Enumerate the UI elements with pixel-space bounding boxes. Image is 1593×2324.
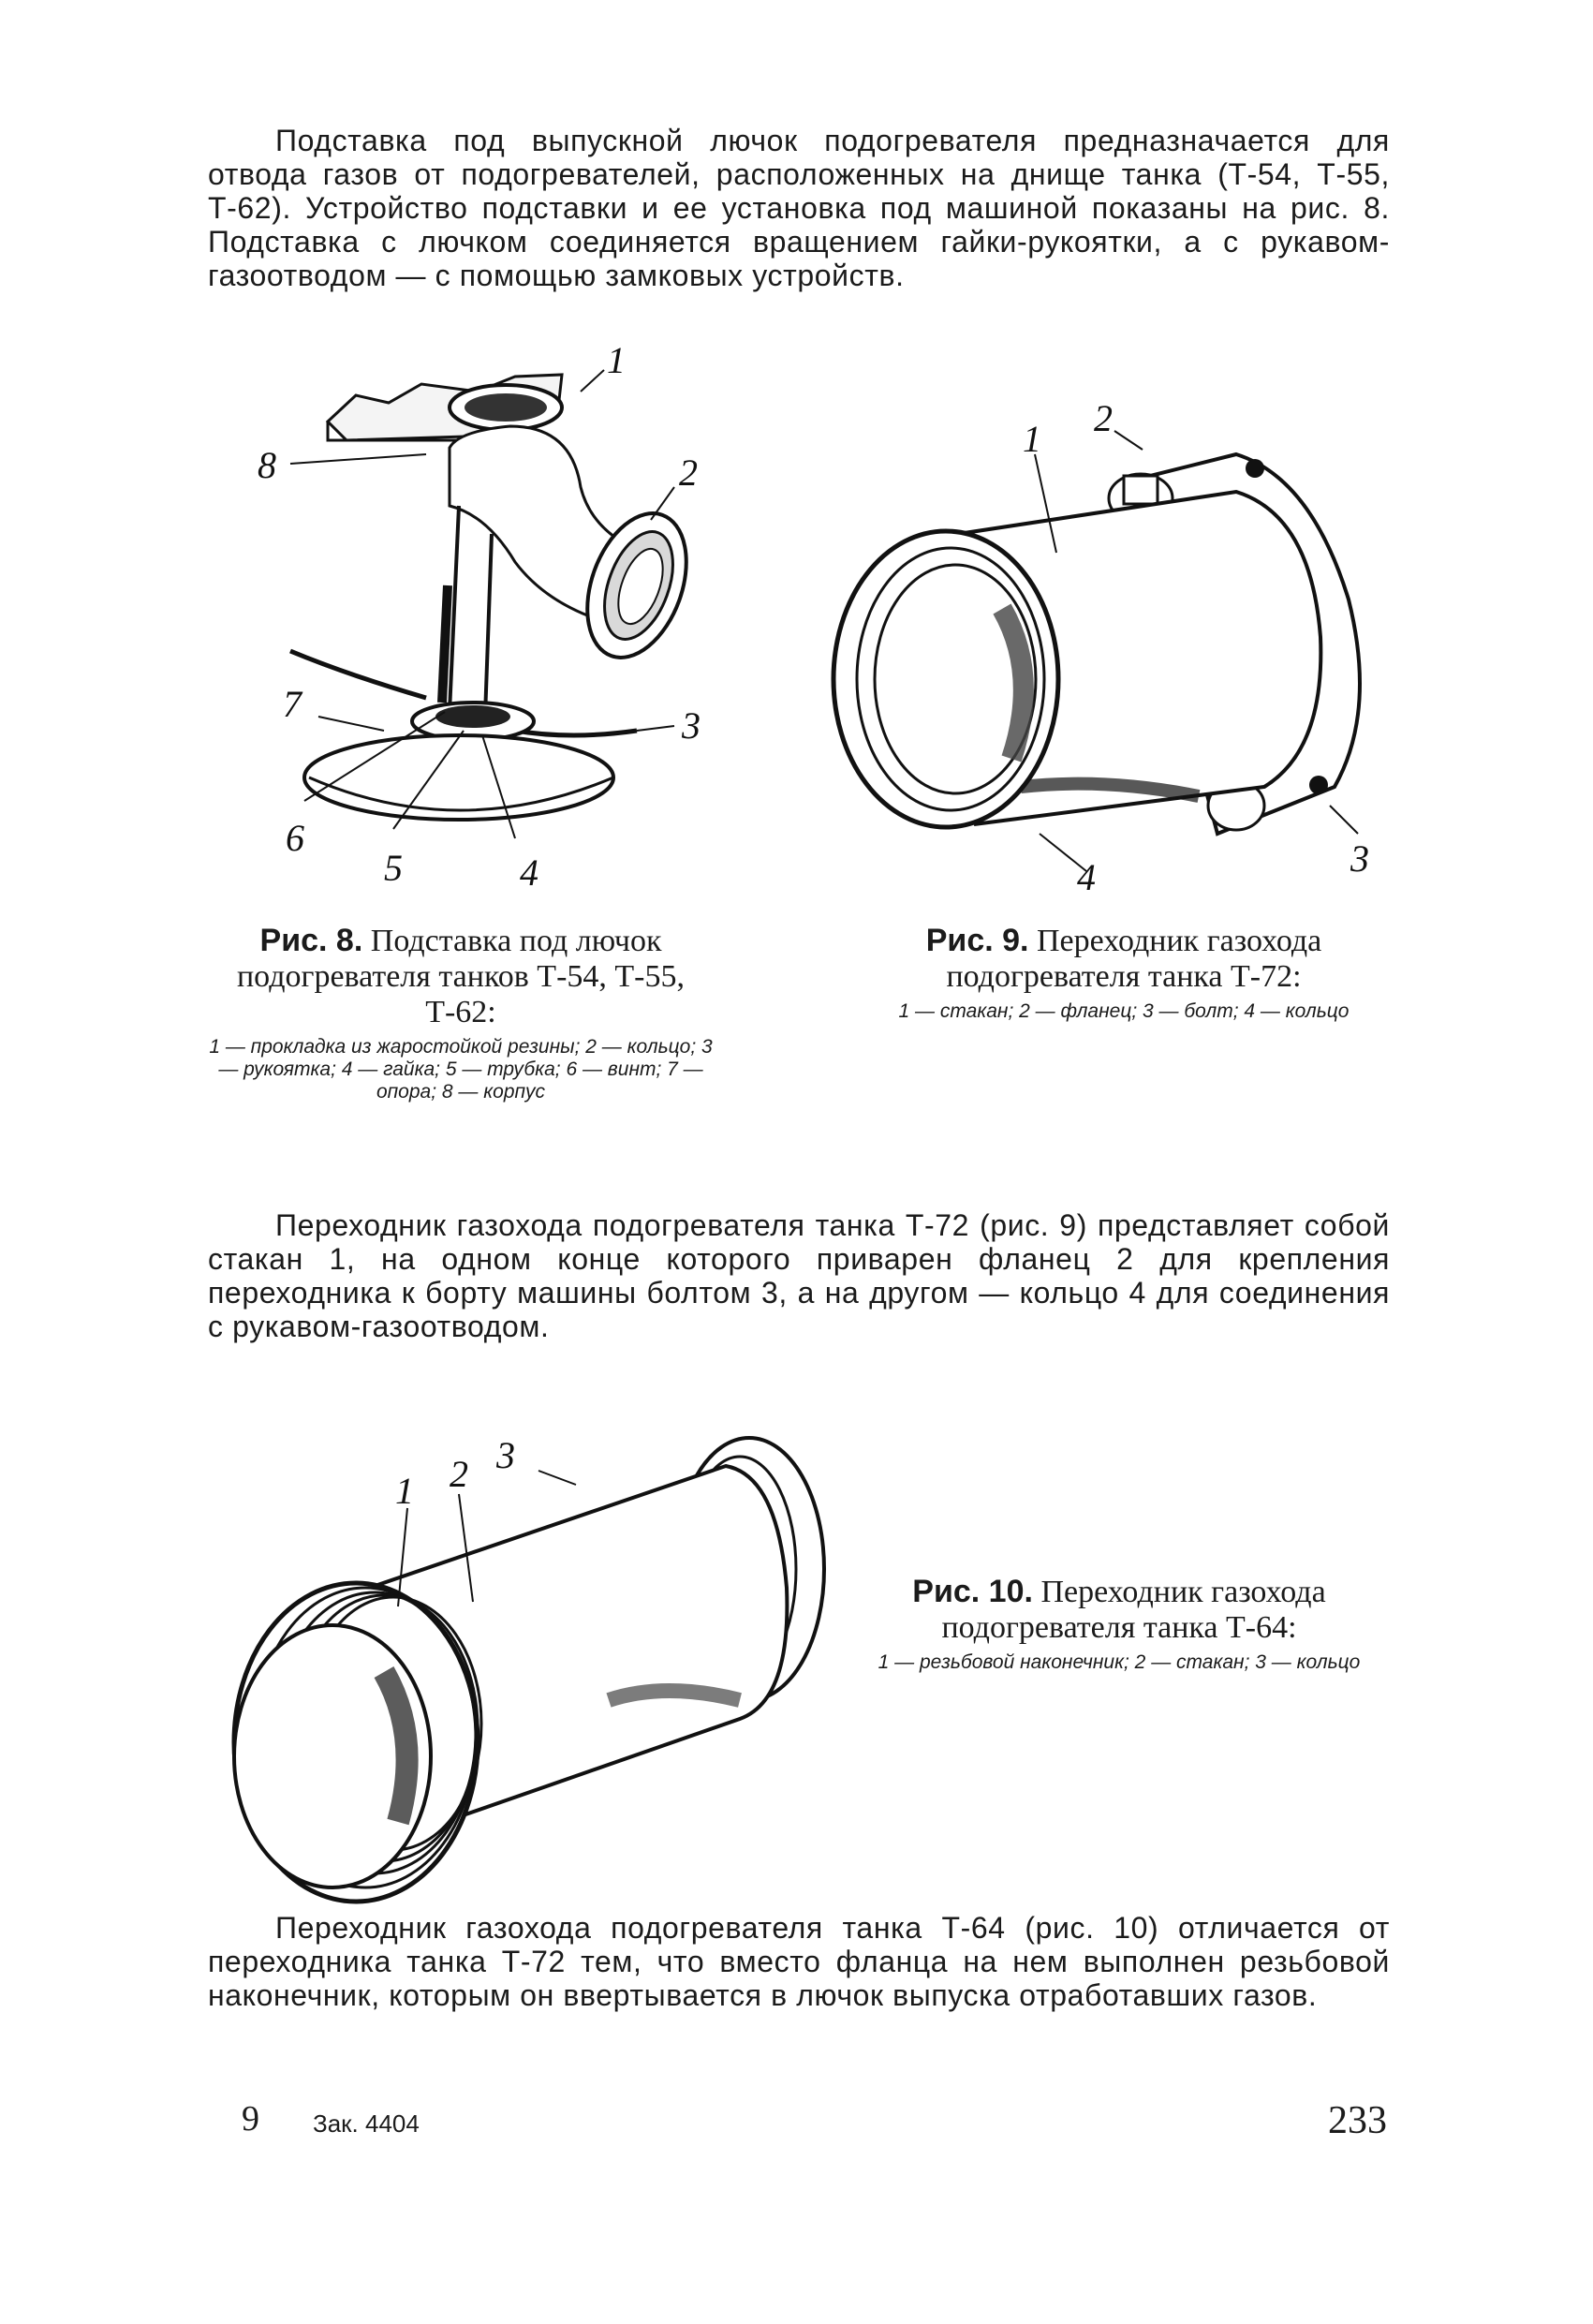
figure-9-drawing <box>824 393 1386 899</box>
page-number: 233 <box>1328 2099 1387 2142</box>
fig10-label-2: 2 <box>450 1453 468 1495</box>
figure-10-title: Рис. 10. Переходник газохода подогревателя танка Т-64: <box>912 1574 1326 1645</box>
figure-9-title: Рис. 9. Переходник газохода подогревателя танка Т-72: <box>925 923 1322 994</box>
fig8-label-6: 6 <box>286 817 304 859</box>
figure-9-caption <box>857 923 1391 1023</box>
fig9-label-4: 4 <box>1077 856 1096 898</box>
order-number: Зак. 4404 <box>313 2109 420 2138</box>
figure-10-legend: 1 — резьбовой наконечник; 2 — стакан; 3 — кольцо <box>878 1651 1361 1673</box>
fig8-label-2: 2 <box>679 451 698 494</box>
fig8-label-3: 3 <box>682 704 701 747</box>
figure-8-title: Рис. 8. Подставка под лючок подогревателя танков Т-54, Т-55, Т-62: <box>236 923 685 1029</box>
figure-8-drawing <box>234 337 721 899</box>
fig8-label-1: 1 <box>607 339 626 381</box>
figure-8-caption <box>208 923 714 1103</box>
sheet-number: 9 <box>242 2099 259 2139</box>
paragraph-heater-stand: Подставка под выпускной лючок подогревателя предназначается для отвода газов от подогревателей, расположенных на днище танка (Т-54, Т-55, Т-62). Устройство подставки и ее установка под машиной показаны на рис. 8. Подставка с лючком соединяется вращением гайки-рукоятки, а с рукавом-газоотводом — с помощью замковых устройств. <box>208 124 1390 292</box>
fig8-label-5: 5 <box>384 847 403 889</box>
fig8-label-7: 7 <box>283 683 302 725</box>
fig8-label-4: 4 <box>520 851 538 894</box>
fig10-label-1: 1 <box>395 1470 414 1512</box>
fig9-label-3: 3 <box>1350 837 1369 880</box>
fig9-label-2: 2 <box>1094 397 1113 439</box>
fig9-label-1: 1 <box>1023 418 1041 460</box>
fig10-label-3: 3 <box>496 1434 515 1476</box>
paragraph-t64-adapter: Переходник газохода подогревателя танка Т-64 (рис. 10) отличается от переходника танка Т-72 тем, что вместо фланца на нем выполнен резьбовой наконечник, которым он ввертывается в лючок выпуска отработавших газов. <box>208 1911 1390 2012</box>
figure-10-drawing <box>215 1419 833 1944</box>
figure-8-legend: 1 — прокладка из жаростойкой резины; 2 — кольцо; 3 — рукоятка; 4 — гайка; 5 — трубка; 6 — винт; 7 — опора; 8 — корпус <box>209 1036 713 1103</box>
fig8-label-8: 8 <box>258 444 276 486</box>
figure-10-caption <box>848 1574 1391 1674</box>
paragraph-t72-adapter: Переходник газохода подогревателя танка Т-72 (рис. 9) представляет собой стакан 1, на одном конце которого приварен фланец 2 для крепления переходника к борту машины болтом 3, а на другом — кольцо 4 для соединения с рукавом-газоотводом. <box>208 1208 1390 1343</box>
figure-9-legend: 1 — стакан; 2 — фланец; 3 — болт; 4 — кольцо <box>898 1000 1350 1022</box>
